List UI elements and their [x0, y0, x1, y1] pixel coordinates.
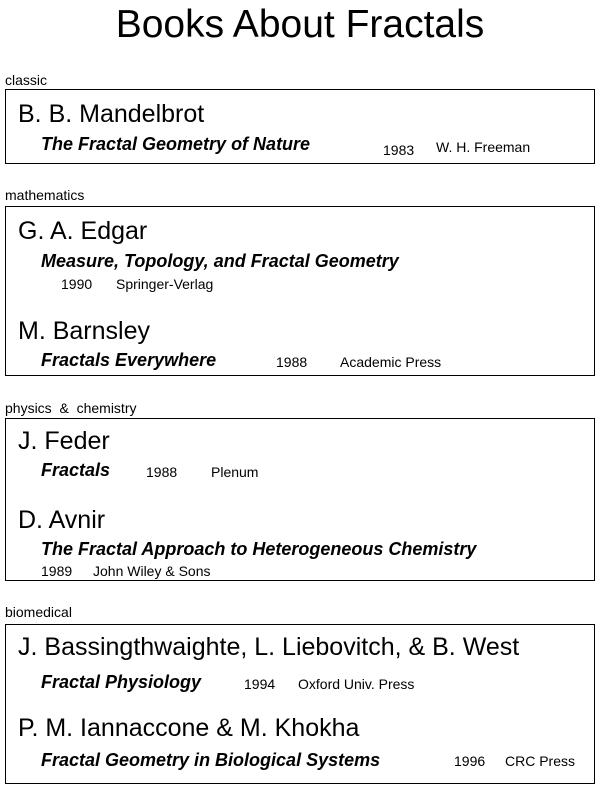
book-publisher: W. H. Freeman: [436, 139, 531, 155]
category-label-biomedical: biomedical: [5, 604, 72, 620]
section-box-mathematics: [5, 206, 595, 376]
book-publisher: Springer-Verlag: [116, 276, 214, 292]
book-year: 1994: [244, 676, 276, 692]
book-author: D. Avnir: [18, 506, 106, 534]
section-box-biomedical: [5, 624, 595, 784]
book-title: Measure, Topology, and Fractal Geometry: [41, 251, 399, 271]
book-publisher: Oxford Univ. Press: [298, 676, 415, 692]
book-title: The Fractal Geometry of Nature: [41, 134, 311, 154]
section-box-physics-chemistry: [5, 418, 595, 581]
book-publisher: John Wiley & Sons: [93, 563, 211, 579]
book-author: M. Barnsley: [18, 317, 150, 345]
book-title: Fractal Physiology: [41, 672, 202, 692]
book-publisher: Plenum: [211, 464, 259, 480]
book-year: 1990: [61, 276, 93, 292]
category-label-classic: classic: [5, 72, 48, 88]
book-author: J. Bassingthwaighte, L. Liebovitch, & B. West: [18, 633, 520, 661]
book-author: B. B. Mandelbrot: [18, 100, 205, 128]
book-title: Fractals: [41, 460, 111, 480]
book-author: G. A. Edgar: [18, 217, 148, 245]
book-year: 1988: [146, 464, 178, 480]
book-year: 1989: [41, 563, 73, 579]
book-author: J. Feder: [18, 427, 110, 455]
page-title: Books About Fractals: [115, 3, 485, 46]
category-label-physics-chemistry: physics & chemistry: [5, 400, 137, 416]
book-author: P. M. Iannaccone & M. Khokha: [18, 714, 360, 742]
book-year: 1983: [383, 142, 415, 158]
book-year: 1988: [276, 354, 308, 370]
book-publisher: Academic Press: [340, 354, 442, 370]
section-box-classic: [5, 89, 595, 164]
book-publisher: CRC Press: [505, 753, 576, 769]
book-year: 1996: [454, 753, 486, 769]
book-title: The Fractal Approach to Heterogeneous Chemistry: [41, 539, 477, 559]
category-label-mathematics: mathematics: [5, 187, 85, 203]
book-title: Fractal Geometry in Biological Systems: [41, 750, 381, 770]
book-title: Fractals Everywhere: [41, 350, 217, 370]
